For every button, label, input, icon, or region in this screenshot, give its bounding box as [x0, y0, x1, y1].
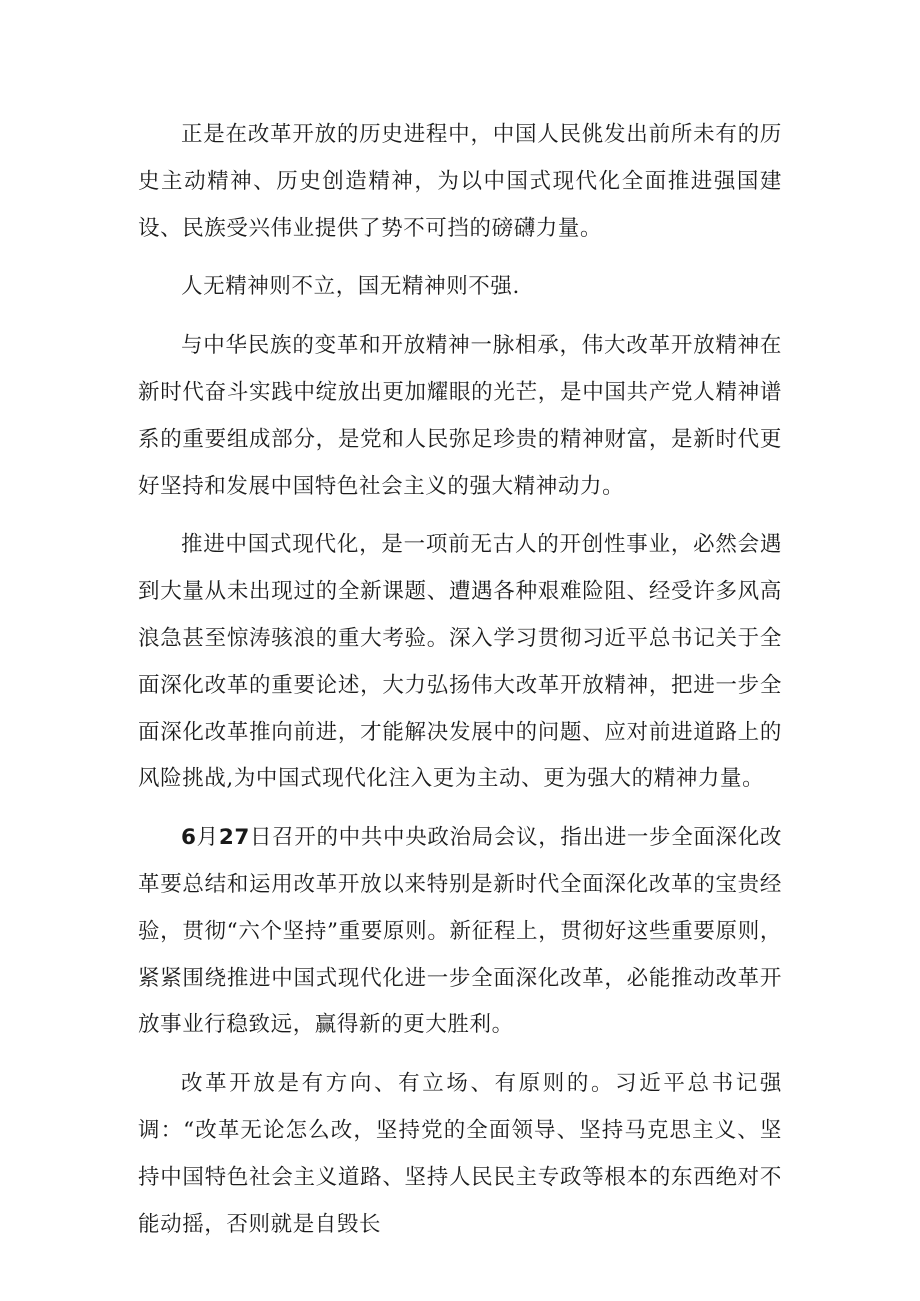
- date-day: 27: [218, 825, 250, 851]
- date-paragraph-text: 日召开的中共中央政治局会议，指出进一步全面深化改革要总结和运用改革开放以来特别是新时代全面深化改革的宝贵经验，贯彻“六个坚持”重要原则。新征程上，贯彻好这些重要原则，紧紧围绕推进中国式现代化进一步全面深化改革，必能推动改革开放事业行稳致远，赢得新的更大胜利。: [138, 825, 782, 1038]
- paragraph-5-date: [138, 815, 782, 1049]
- paragraph-4: 推进中国式现代化，是一项前无古人的开创性事业，必然会遇到大量从未出现过的全新课题、遭遇各种艰难险阻、经受许多风高浪急甚至惊涛骇浪的重大考验。深入学习贯彻习近平总书记关于全面深化改革的重要论述，大力弘扬伟大改革开放精神，把进一步全面深化改革推向前进，才能解决发展中的问题、应对前进道路上的风险挑战,为中国式现代化注入更为主动、更为强大的精神力量。: [138, 532, 782, 792]
- date-month: 6: [181, 825, 197, 851]
- paragraph-3: 与中华民族的变革和开放精神一脉相承，伟大改革开放精神在新时代奋斗实践中绽放出更加耀眼的光芒，是中国共产党人精神谱系的重要组成部分，是党和人民弥足珍贵的精神财富，是新时代更好坚持和发展中国特色社会主义的强大精神动力。: [138, 333, 782, 499]
- date-month-unit: 月: [196, 825, 219, 851]
- paragraph-2: 人无精神则不立，国无精神则不强.: [181, 274, 520, 300]
- document-body: [138, 112, 782, 1260]
- paragraph-1: 正是在改革开放的历史进程中，中国人民佻发出前所未有的历史主动精神、历史创造精神，为以中国式现代化全面推进强国建设、民族受兴伟业提供了势不可挡的磅礴力量。: [138, 122, 782, 241]
- paragraph-6: 改革开放是有方向、有立场、有原则的。习近平总书记强调：“改革无论怎么改，坚持党的全面领导、坚持马克思主义、坚持中国特色社会主义道路、坚持人民民主专政等根本的东西绝对不能动摇，否则就是自毁长: [138, 1071, 782, 1237]
